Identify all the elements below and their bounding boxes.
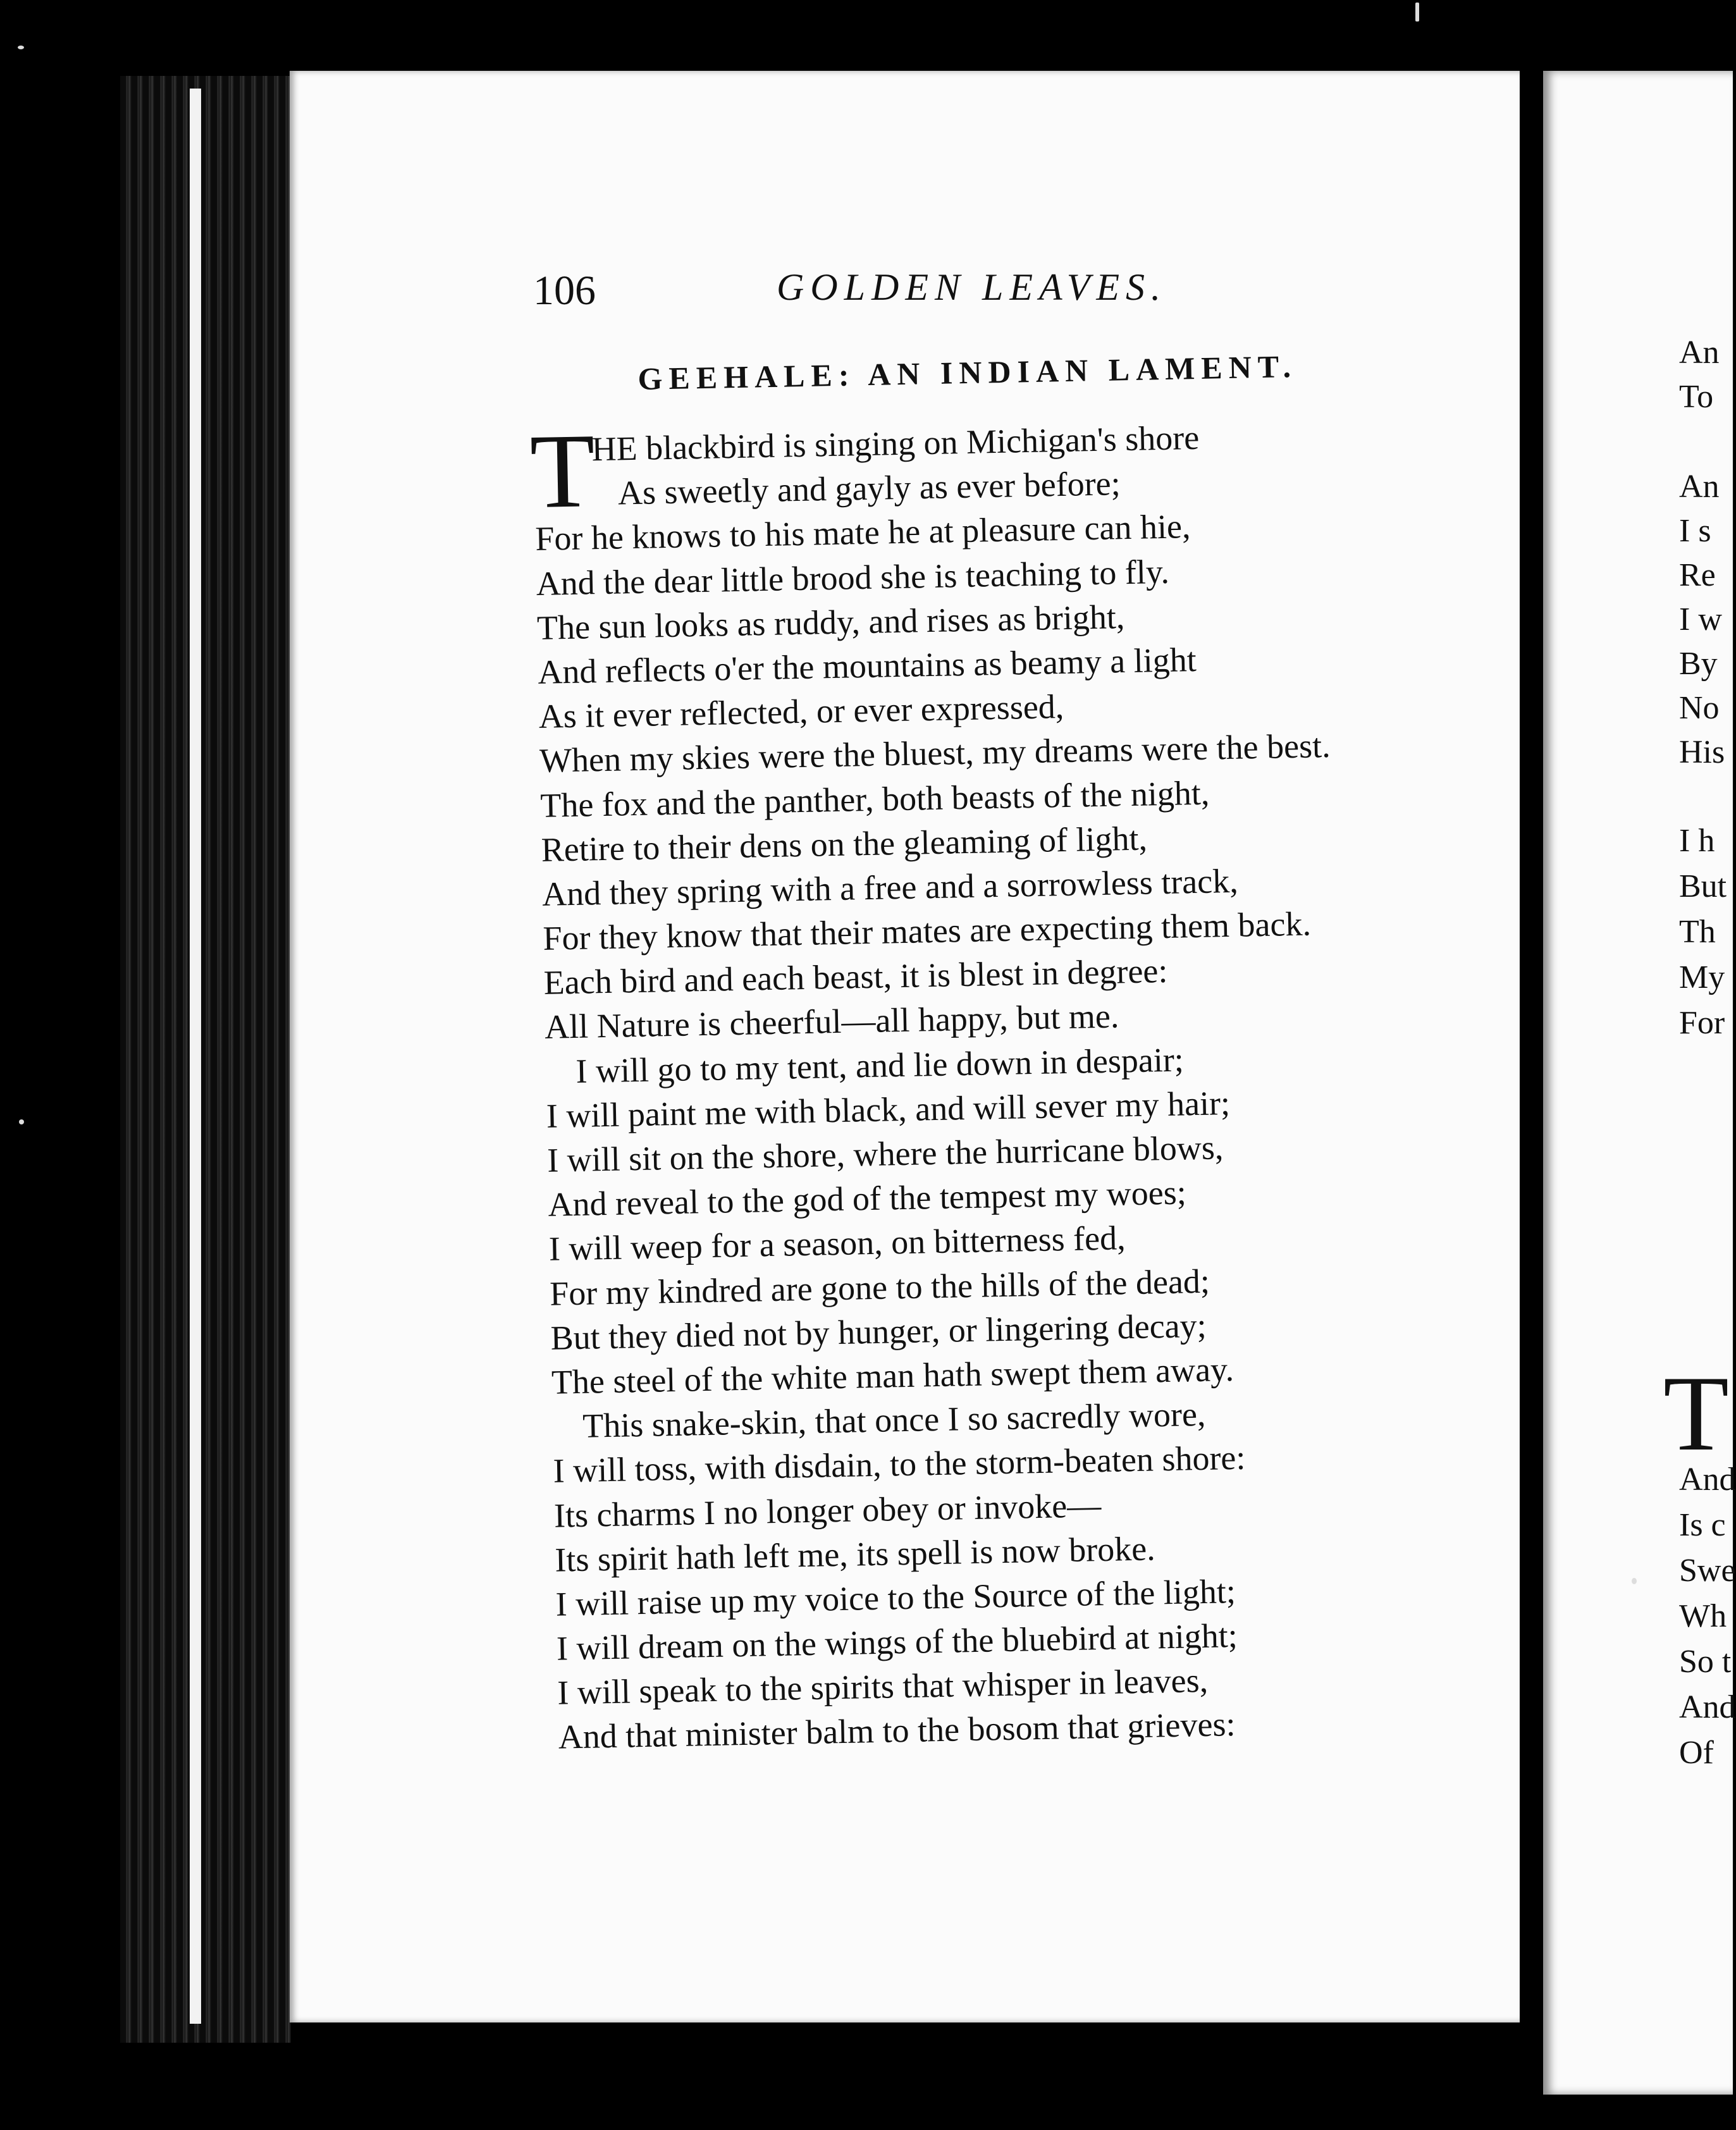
scan-speck bbox=[19, 1119, 24, 1124]
poem-line: I will speak to the spirits that whisper in leaves, bbox=[557, 1661, 1209, 1712]
facing-page-fragment: No bbox=[1679, 690, 1720, 726]
facing-page-fragment: But bbox=[1679, 868, 1727, 904]
drop-cap: T bbox=[529, 412, 596, 531]
poem-line: For they know that their mates are expecting them back. bbox=[542, 904, 1312, 957]
facing-page-fragment: Wh bbox=[1679, 1598, 1727, 1634]
facing-page-drop-cap: T bbox=[1663, 1354, 1729, 1473]
poem-line: This snake-skin, that once I so sacredly wore, bbox=[582, 1395, 1206, 1445]
facing-page-fragment: For bbox=[1679, 1005, 1725, 1041]
poem-body bbox=[529, 407, 1634, 1759]
poem-line: And that minister balm to the bosom that grieves: bbox=[558, 1705, 1236, 1757]
poem-line: I will dream on the wings of the bluebird at night; bbox=[556, 1616, 1238, 1668]
poem-line: HE blackbird is singing on Michigan's shore bbox=[591, 418, 1200, 469]
poem-line: Its spirit hath left me, its spell is now broke. bbox=[554, 1529, 1156, 1579]
facing-page bbox=[1543, 71, 1733, 2095]
poem-line: Each bird and each beast, it is blest in degree: bbox=[543, 952, 1168, 1002]
book-page-edges bbox=[120, 76, 291, 2043]
facing-page-fragment: I w bbox=[1679, 601, 1722, 637]
poem-line: I will toss, with disdain, to the storm-beaten shore: bbox=[553, 1438, 1246, 1491]
facing-page-fragment: To bbox=[1679, 379, 1714, 415]
poem-line: As it ever reflected, or ever expressed, bbox=[538, 687, 1064, 736]
poem-line: And reveal to the god of the tempest my woes; bbox=[548, 1173, 1187, 1224]
poem-line: The fox and the panther, both beasts of the night, bbox=[539, 773, 1210, 825]
poem-line: All Nature is cheerful—all happy, but me. bbox=[544, 997, 1119, 1047]
facing-page-fragment: And bbox=[1679, 1462, 1736, 1498]
poem-line: I will sit on the shore, where the hurricane blows, bbox=[546, 1128, 1224, 1179]
poem-line: I will paint me with black, and will sever my hair; bbox=[546, 1083, 1231, 1135]
scan-speck bbox=[1632, 1578, 1637, 1584]
poem-line: And they spring with a free and a sorrowless track, bbox=[541, 861, 1239, 913]
poem-line: And reflects o'er the mountains as beamy a light bbox=[537, 640, 1197, 691]
poem-line: For my kindred are gone to the hills of the dead; bbox=[549, 1262, 1210, 1313]
facing-page-fragment: Th bbox=[1679, 914, 1716, 950]
poem-title: GEEHALE: AN INDIAN LAMENT. bbox=[637, 348, 1298, 397]
poem-line: For he knows to his mate he at pleasure can hie, bbox=[534, 507, 1191, 558]
poem-line: I will go to my tent, and lie down in despair; bbox=[575, 1040, 1185, 1090]
poem-line: Retire to their dens on the gleaming of light, bbox=[541, 819, 1148, 869]
poem-line: When my skies were the bluest, my dreams were the best. bbox=[539, 727, 1331, 780]
poem-line: I will raise up my voice to the Source of the light; bbox=[555, 1572, 1236, 1623]
facing-page-fragment: Is c bbox=[1679, 1507, 1726, 1543]
facing-page-fragment: I h bbox=[1679, 823, 1715, 859]
poem-line: The sun looks as ruddy, and rises as bright, bbox=[536, 597, 1125, 647]
facing-page-fragment: I s bbox=[1679, 513, 1711, 549]
poem-line: Its charms I no longer obey or invoke— bbox=[553, 1486, 1102, 1535]
facing-page-fragment: And bbox=[1679, 1689, 1736, 1725]
facing-page-fragment: My bbox=[1679, 959, 1725, 995]
poem-line: I will weep for a season, on bitterness fed, bbox=[548, 1219, 1126, 1269]
poem-line: As sweetly and gayly as ever before; bbox=[617, 464, 1121, 512]
poem-line: But they died not by hunger, or lingering decay; bbox=[550, 1306, 1207, 1357]
scan-speck bbox=[18, 46, 24, 49]
page-number: 106 bbox=[533, 268, 596, 314]
facing-page-fragment: An bbox=[1679, 469, 1720, 505]
facing-page-fragment: Re bbox=[1679, 557, 1716, 593]
facing-page-fragment: Of bbox=[1679, 1735, 1714, 1771]
facing-page-fragment: His bbox=[1679, 734, 1725, 770]
facing-page-fragment: By bbox=[1679, 646, 1718, 682]
facing-page-fragment: So t bbox=[1679, 1644, 1732, 1680]
facing-page-fragment: Swe bbox=[1679, 1553, 1736, 1589]
book-edge-highlight bbox=[190, 89, 201, 2024]
scan-speck bbox=[1415, 3, 1419, 22]
left-page bbox=[290, 71, 1520, 2022]
poem-line: And the dear little brood she is teaching to fly. bbox=[536, 552, 1170, 603]
running-head: GOLDEN LEAVES. bbox=[777, 266, 1167, 308]
poem-line: The steel of the white man hath swept them away. bbox=[551, 1350, 1234, 1401]
facing-page-fragment: An bbox=[1679, 335, 1720, 371]
